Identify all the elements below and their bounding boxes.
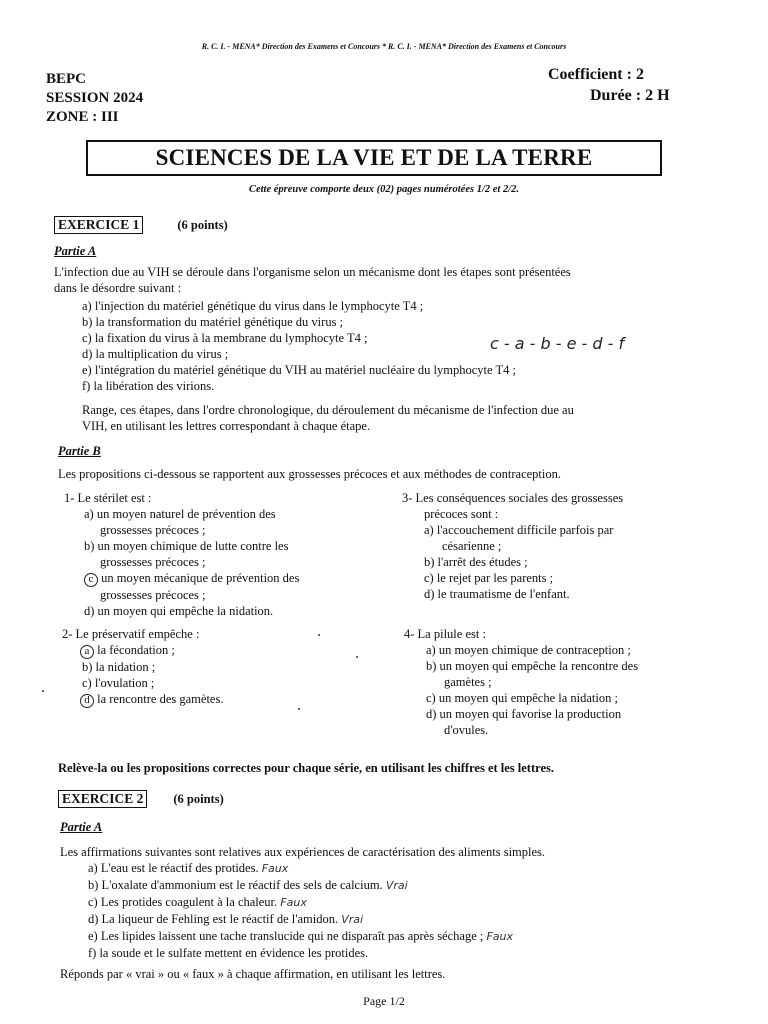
handwritten-answer: Faux xyxy=(280,896,307,909)
list-item: c) un moyen qui empêche la nidation ; xyxy=(426,691,618,705)
list-item: f) la libération des virions. xyxy=(82,379,215,393)
handwritten-answer: Faux xyxy=(261,862,289,875)
question-4 xyxy=(404,626,734,738)
intro-line-1: L'infection due au VIH se déroule dans l'organisme selon un mécanisme dont les étapes sont présentées xyxy=(54,265,571,279)
ex1-part-a-intro xyxy=(54,264,744,296)
list-item: e) l'intégration du matériel génétique du VIH au matériel nucléaire du lymphocyte T4 ; xyxy=(82,363,516,377)
session: SESSION 2024 xyxy=(46,90,144,106)
stray-dot xyxy=(42,690,44,692)
ex1-part-a-instruction xyxy=(82,402,752,434)
question-2 xyxy=(62,626,382,708)
ex2-part-a-list xyxy=(88,860,748,962)
list-item: c) l'ovulation ; xyxy=(82,676,155,690)
question-4-head: 4- La pilule est : xyxy=(404,627,486,641)
list-item: a) l'accouchement difficile parfois par xyxy=(424,523,614,537)
list-item: c) Les protides coagulent à la chaleur. Faux xyxy=(88,895,307,909)
ex2-part-a-intro: Les affirmations suivantes sont relatives aux expériences de caractérisation des aliments simples. xyxy=(60,845,546,859)
stray-dot xyxy=(298,708,300,710)
circled-letter: a xyxy=(80,645,94,659)
list-item: précoces sont : xyxy=(424,507,499,521)
list-item: b) la transformation du matériel génétique du virus ; xyxy=(82,315,344,329)
ex2-part-a-title: Partie A xyxy=(60,820,103,834)
list-item: d) la multiplication du virus ; xyxy=(82,347,229,361)
list-item: c un moyen mécanique de prévention des xyxy=(64,570,384,587)
handwritten-answer: Faux xyxy=(486,930,514,943)
list-item: b) l'arrêt des études ; xyxy=(424,555,528,569)
ex1-part-a-title: Partie A xyxy=(54,244,97,258)
list-item: b) L'oxalate d'ammonium est le réactif des sels de calcium. Vrai xyxy=(88,878,408,892)
circled-letter: d xyxy=(80,694,94,708)
list-item: a) un moyen chimique de contraception ; xyxy=(426,643,631,657)
coefficient: Coefficient : 2 xyxy=(548,66,644,83)
duration: Durée : 2 H xyxy=(590,87,670,104)
exercise-2-header xyxy=(58,790,224,808)
exam-info-right xyxy=(548,64,670,106)
list-item: grossesses précoces ; xyxy=(100,588,206,602)
stray-dot xyxy=(318,634,320,636)
page-subtitle: Cette épreuve comporte deux (02) pages numérotées 1/2 et 2/2. xyxy=(248,184,520,195)
page-number: Page 1/2 xyxy=(363,994,405,1008)
list-item: césarienne ; xyxy=(442,539,502,553)
list-item: grossesses précoces ; xyxy=(100,555,206,569)
intro-line-2: dans le désordre suivant : xyxy=(54,281,182,295)
list-item: d) un moyen qui favorise la production xyxy=(426,707,622,721)
ex2-part-a-instruction: Réponds par « vrai » ou « faux » à chaque affirmation, en utilisant les lettres. xyxy=(60,967,446,981)
zone: ZONE : III xyxy=(46,109,119,125)
list-item: a) l'injection du matériel génétique du virus dans le lymphocyte T4 ; xyxy=(82,299,424,313)
exercise-1-points: (6 points) xyxy=(177,218,228,232)
list-item: a la fécondation ; xyxy=(62,642,382,659)
question-1 xyxy=(64,490,384,619)
instruction-line-2: VIH, en utilisant les lettres correspondant à chaque étape. xyxy=(82,419,371,433)
ministry-header-line: R. C. I. - MENA* Direction des Examens et Concours * R. C. I. - MENA* Direction des Examens et Concours xyxy=(201,42,567,51)
instruction-line-1: Range, ces étapes, dans l'ordre chronologique, du déroulement du mécanisme de l'infection due au xyxy=(82,403,574,417)
list-item: b) la nidation ; xyxy=(82,660,156,674)
ex1-part-b-instruction: Relève-la ou les propositions correctes pour chaque série, en utilisant les chiffres et les lettres. xyxy=(58,761,554,775)
list-item: e) Les lipides laissent une tache translucide qui ne disparaît pas après séchage ; Faux xyxy=(88,929,514,943)
question-2-head: 2- Le préservatif empêche : xyxy=(62,627,200,641)
exam-name: BEPC xyxy=(46,71,87,87)
handwritten-answer-order: c - a - b - e - d - f xyxy=(490,334,625,353)
list-item: d) le traumatisme de l'enfant. xyxy=(424,587,570,601)
list-item: b) un moyen chimique de lutte contre les xyxy=(84,539,289,553)
list-item: f) la soude et le sulfate mettent en évidence les protides. xyxy=(88,946,369,960)
exam-info-left xyxy=(46,70,143,127)
stray-dot xyxy=(356,656,358,658)
ex1-part-b-title: Partie B xyxy=(58,444,101,458)
list-item: d) La liqueur de Fehling est le réactif de l'amidon. Vrai xyxy=(88,912,364,926)
exercise-1-header xyxy=(54,216,228,234)
ex1-part-a-list xyxy=(82,298,722,394)
list-item: d) un moyen qui empêche la nidation. xyxy=(84,604,274,618)
question-3 xyxy=(402,490,732,602)
ex1-part-b-intro: Les propositions ci-dessous se rapportent aux grossesses précoces et aux méthodes de contraception. xyxy=(58,467,561,481)
question-1-head: 1- Le stérilet est : xyxy=(64,491,152,505)
question-3-head: 3- Les conséquences sociales des grossesses xyxy=(402,491,624,505)
circled-letter: c xyxy=(84,573,98,587)
list-item: gamètes ; xyxy=(444,675,492,689)
list-item: d'ovules. xyxy=(444,723,489,737)
list-item: a) L'eau est le réactif des protides. Faux xyxy=(88,861,289,875)
list-item: c) la fixation du virus à la membrane du lymphocyte T4 ; xyxy=(82,331,368,345)
list-item: d la rencontre des gamètes. xyxy=(62,691,382,708)
handwritten-answer: Vrai xyxy=(385,879,408,892)
exercise-2-points: (6 points) xyxy=(173,792,224,806)
page-title: SCIENCES DE LA VIE ET DE LA TERRE xyxy=(86,140,662,176)
list-item: b) un moyen qui empêche la rencontre des xyxy=(426,659,639,673)
handwritten-answer: Vrai xyxy=(341,913,364,926)
exercise-1-label: EXERCICE 1 xyxy=(54,216,143,234)
exercise-2-label: EXERCICE 2 xyxy=(58,790,147,808)
list-item: c) le rejet par les parents ; xyxy=(424,571,554,585)
list-item: a) un moyen naturel de prévention des xyxy=(84,507,276,521)
list-item: grossesses précoces ; xyxy=(100,523,206,537)
